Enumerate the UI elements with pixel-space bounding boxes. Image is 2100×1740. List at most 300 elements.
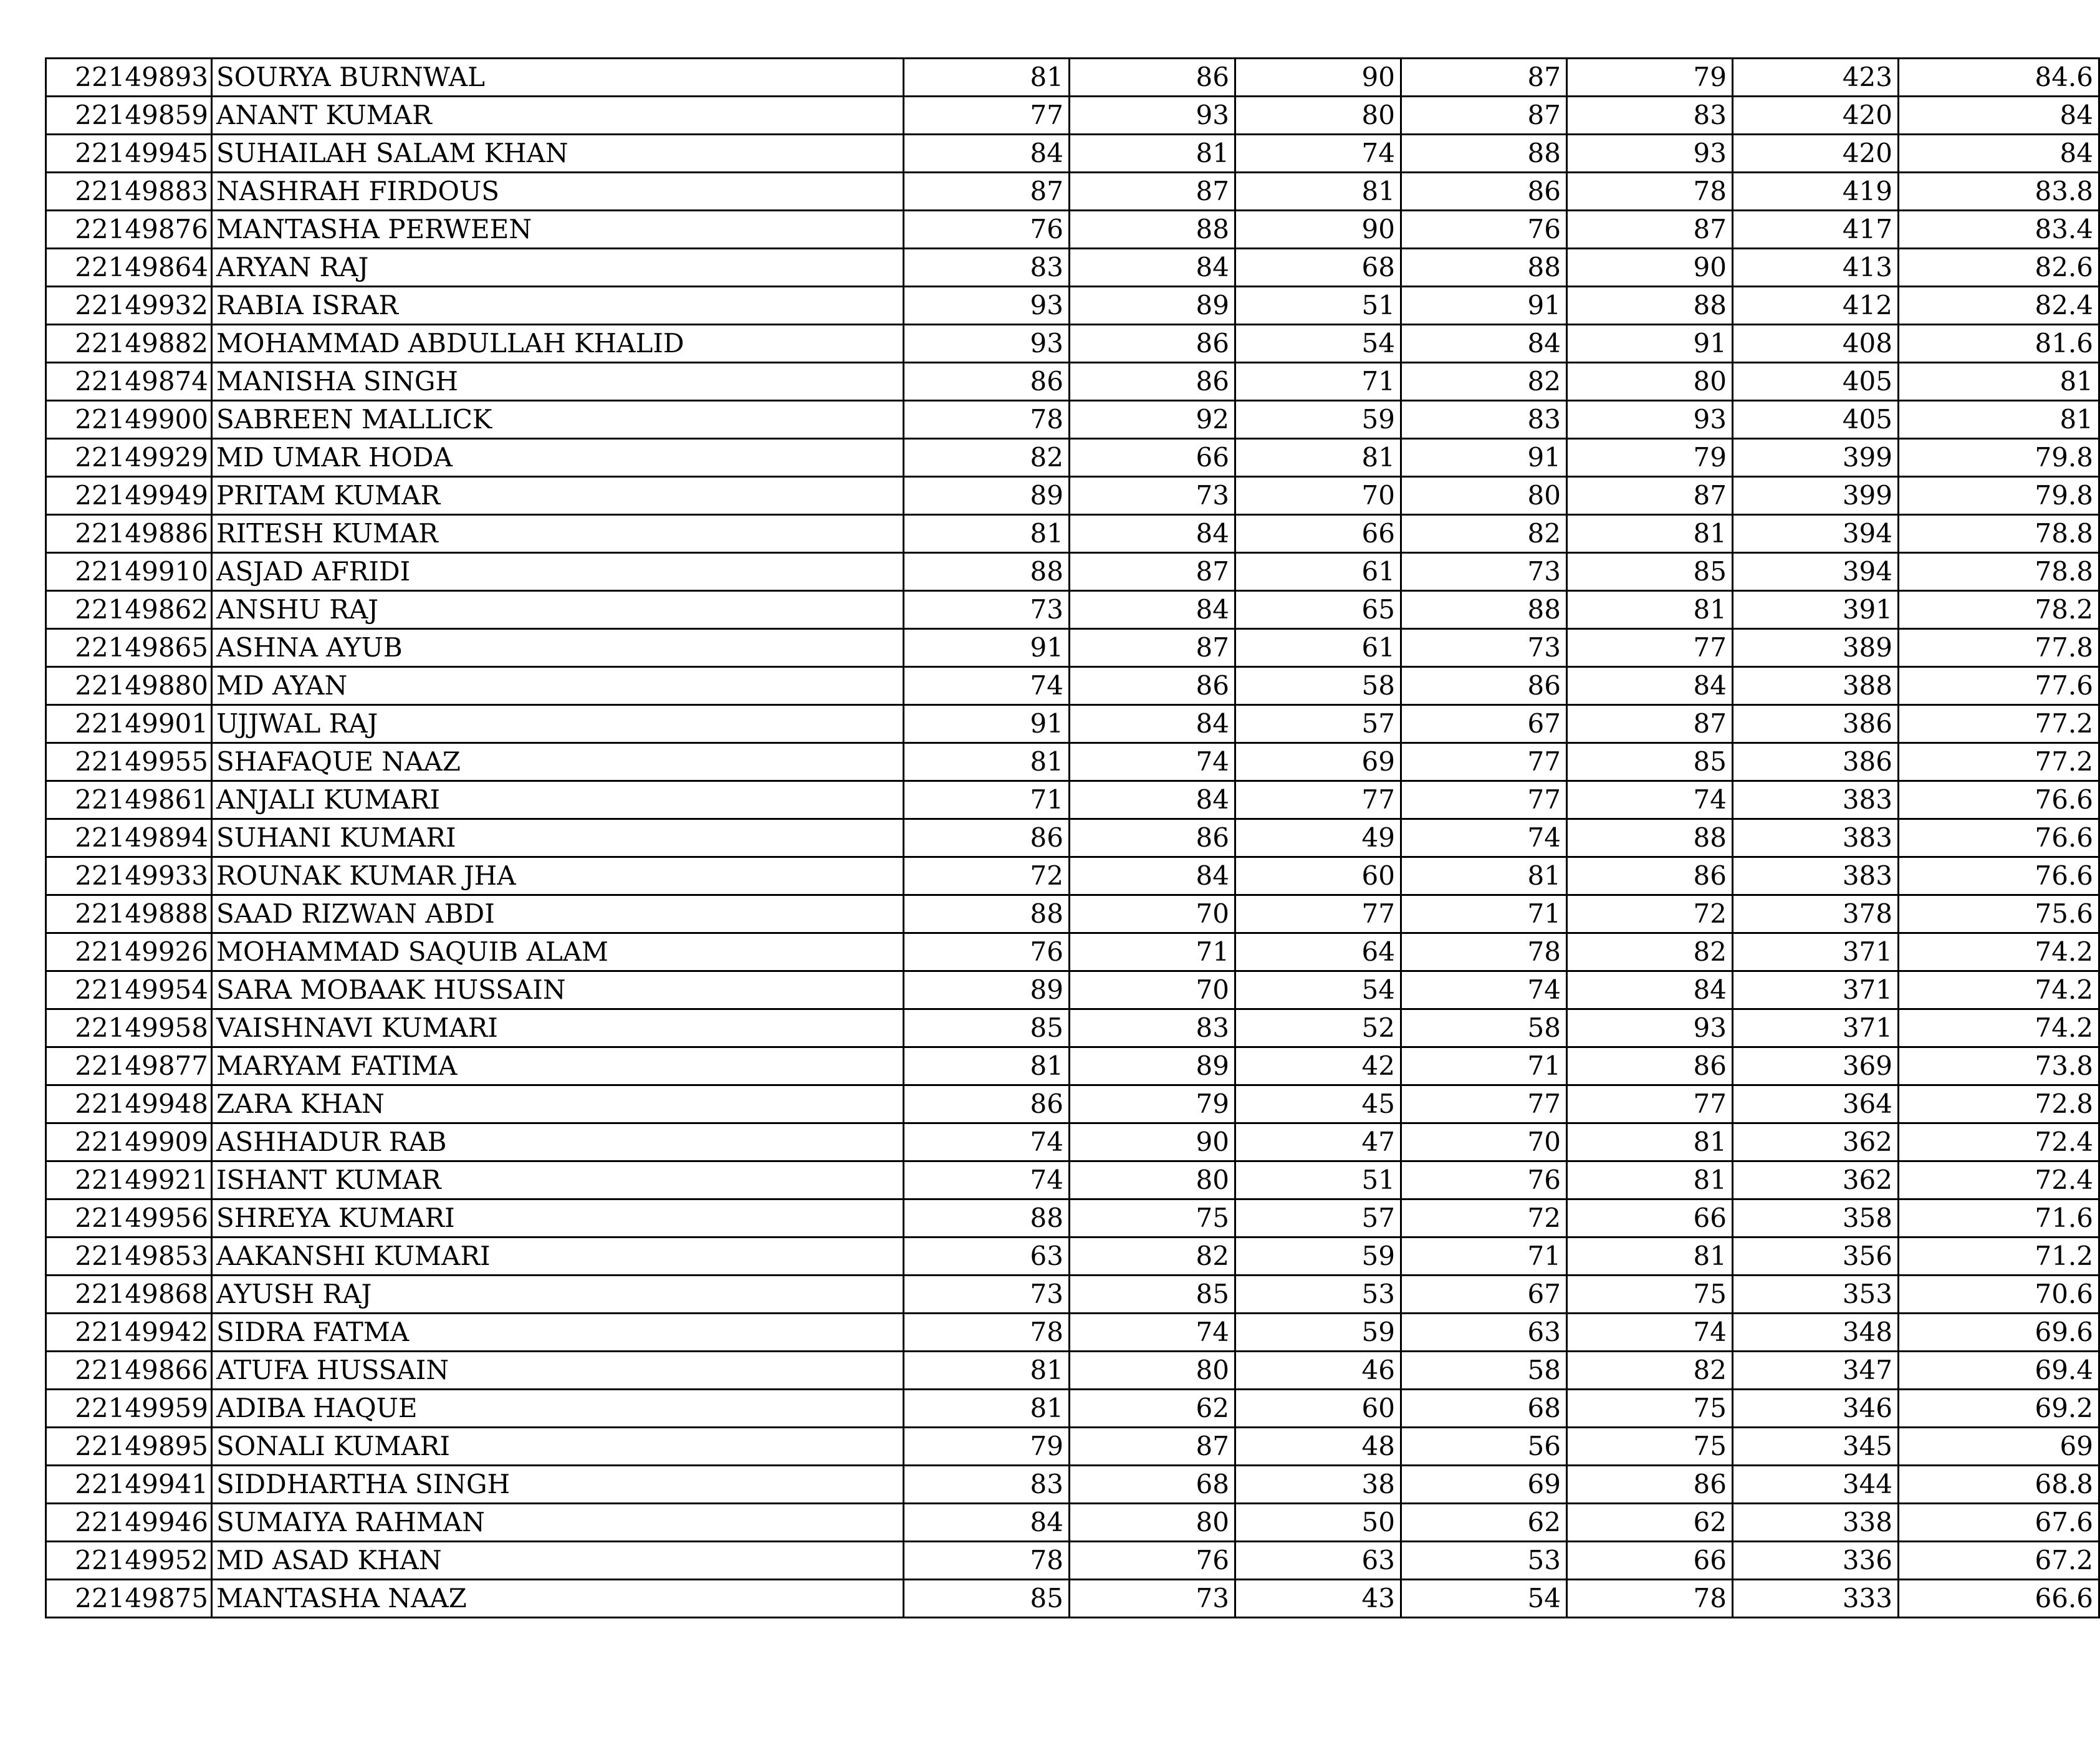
subject-1-marks-cell: 83 xyxy=(904,1466,1070,1504)
subject-4-marks-cell: 84 xyxy=(1401,325,1567,363)
subject-1-marks-cell: 73 xyxy=(904,591,1070,629)
table-row xyxy=(46,1314,2099,1352)
subject-3-marks-cell: 59 xyxy=(1235,1314,1401,1352)
subject-1-marks-cell: 82 xyxy=(904,439,1070,477)
student-name-cell: MOHAMMAD SAQUIB ALAM xyxy=(212,933,904,971)
percentage-cell: 82.6 xyxy=(1899,249,2099,287)
subject-4-marks-cell: 81 xyxy=(1401,857,1567,895)
student-name-cell: SIDRA FATMA xyxy=(212,1314,904,1352)
percentage-cell: 72.4 xyxy=(1899,1161,2099,1199)
subject-2-marks-cell: 84 xyxy=(1070,249,1235,287)
subject-2-marks-cell: 73 xyxy=(1070,1580,1235,1618)
subject-5-marks-cell: 81 xyxy=(1567,515,1733,553)
roll-number-cell: 22149959 xyxy=(46,1390,212,1428)
subject-3-marks-cell: 38 xyxy=(1235,1466,1401,1504)
subject-2-marks-cell: 82 xyxy=(1070,1238,1235,1276)
table-row xyxy=(46,1542,2099,1580)
percentage-cell: 78.2 xyxy=(1899,591,2099,629)
subject-3-marks-cell: 81 xyxy=(1235,173,1401,211)
percentage-cell: 77.8 xyxy=(1899,629,2099,667)
subject-5-marks-cell: 84 xyxy=(1567,971,1733,1009)
total-marks-cell: 356 xyxy=(1733,1238,1899,1276)
percentage-cell: 76.6 xyxy=(1899,781,2099,819)
roll-number-cell: 22149952 xyxy=(46,1542,212,1580)
results-body xyxy=(46,59,2099,1618)
student-name-cell: AAKANSHI KUMARI xyxy=(212,1238,904,1276)
student-name-cell: MANISHA SINGH xyxy=(212,363,904,401)
roll-number-cell: 22149894 xyxy=(46,819,212,857)
total-marks-cell: 420 xyxy=(1733,97,1899,135)
subject-3-marks-cell: 60 xyxy=(1235,1390,1401,1428)
student-name-cell: SONALI KUMARI xyxy=(212,1428,904,1466)
roll-number-cell: 22149877 xyxy=(46,1047,212,1085)
subject-3-marks-cell: 60 xyxy=(1235,857,1401,895)
subject-3-marks-cell: 57 xyxy=(1235,1199,1401,1238)
student-name-cell: SOURYA BURNWAL xyxy=(212,59,904,97)
student-name-cell: VAISHNAVI KUMARI xyxy=(212,1009,904,1047)
student-name-cell: UJJWAL RAJ xyxy=(212,705,904,743)
student-name-cell: PRITAM KUMAR xyxy=(212,477,904,515)
subject-2-marks-cell: 92 xyxy=(1070,401,1235,439)
subject-3-marks-cell: 77 xyxy=(1235,781,1401,819)
student-name-cell: ASJAD AFRIDI xyxy=(212,553,904,591)
subject-5-marks-cell: 85 xyxy=(1567,553,1733,591)
subject-4-marks-cell: 88 xyxy=(1401,135,1567,173)
subject-3-marks-cell: 77 xyxy=(1235,895,1401,933)
subject-5-marks-cell: 87 xyxy=(1567,211,1733,249)
student-name-cell: SUHANI KUMARI xyxy=(212,819,904,857)
percentage-cell: 78.8 xyxy=(1899,515,2099,553)
subject-4-marks-cell: 86 xyxy=(1401,667,1567,705)
subject-5-marks-cell: 75 xyxy=(1567,1390,1733,1428)
subject-4-marks-cell: 74 xyxy=(1401,819,1567,857)
table-row xyxy=(46,1580,2099,1618)
total-marks-cell: 333 xyxy=(1733,1580,1899,1618)
student-name-cell: ASHHADUR RAB xyxy=(212,1123,904,1161)
subject-1-marks-cell: 76 xyxy=(904,933,1070,971)
student-name-cell: ARYAN RAJ xyxy=(212,249,904,287)
subject-2-marks-cell: 87 xyxy=(1070,553,1235,591)
subject-1-marks-cell: 74 xyxy=(904,667,1070,705)
table-row xyxy=(46,439,2099,477)
table-row xyxy=(46,477,2099,515)
subject-3-marks-cell: 47 xyxy=(1235,1123,1401,1161)
subject-2-marks-cell: 84 xyxy=(1070,515,1235,553)
subject-3-marks-cell: 45 xyxy=(1235,1085,1401,1123)
subject-3-marks-cell: 74 xyxy=(1235,135,1401,173)
subject-1-marks-cell: 73 xyxy=(904,1276,1070,1314)
subject-2-marks-cell: 81 xyxy=(1070,135,1235,173)
percentage-cell: 79.8 xyxy=(1899,439,2099,477)
roll-number-cell: 22149866 xyxy=(46,1352,212,1390)
table-row xyxy=(46,1466,2099,1504)
student-name-cell: SUHAILAH SALAM KHAN xyxy=(212,135,904,173)
subject-2-marks-cell: 79 xyxy=(1070,1085,1235,1123)
roll-number-cell: 22149868 xyxy=(46,1276,212,1314)
student-name-cell: SARA MOBAAK HUSSAIN xyxy=(212,971,904,1009)
roll-number-cell: 22149861 xyxy=(46,781,212,819)
subject-3-marks-cell: 71 xyxy=(1235,363,1401,401)
roll-number-cell: 22149948 xyxy=(46,1085,212,1123)
percentage-cell: 77.2 xyxy=(1899,705,2099,743)
table-row xyxy=(46,1009,2099,1047)
subject-1-marks-cell: 93 xyxy=(904,287,1070,325)
total-marks-cell: 420 xyxy=(1733,135,1899,173)
percentage-cell: 84 xyxy=(1899,135,2099,173)
percentage-cell: 75.6 xyxy=(1899,895,2099,933)
student-name-cell: MANTASHA PERWEEN xyxy=(212,211,904,249)
total-marks-cell: 362 xyxy=(1733,1161,1899,1199)
subject-3-marks-cell: 66 xyxy=(1235,515,1401,553)
subject-5-marks-cell: 90 xyxy=(1567,249,1733,287)
roll-number-cell: 22149874 xyxy=(46,363,212,401)
student-name-cell: NASHRAH FIRDOUS xyxy=(212,173,904,211)
subject-5-marks-cell: 87 xyxy=(1567,477,1733,515)
subject-2-marks-cell: 86 xyxy=(1070,819,1235,857)
subject-3-marks-cell: 57 xyxy=(1235,705,1401,743)
subject-3-marks-cell: 50 xyxy=(1235,1504,1401,1542)
total-marks-cell: 413 xyxy=(1733,249,1899,287)
subject-2-marks-cell: 68 xyxy=(1070,1466,1235,1504)
roll-number-cell: 22149893 xyxy=(46,59,212,97)
subject-5-marks-cell: 66 xyxy=(1567,1199,1733,1238)
subject-2-marks-cell: 87 xyxy=(1070,629,1235,667)
total-marks-cell: 386 xyxy=(1733,705,1899,743)
table-row xyxy=(46,1123,2099,1161)
subject-2-marks-cell: 73 xyxy=(1070,477,1235,515)
subject-5-marks-cell: 77 xyxy=(1567,629,1733,667)
total-marks-cell: 353 xyxy=(1733,1276,1899,1314)
student-name-cell: MD UMAR HODA xyxy=(212,439,904,477)
subject-3-marks-cell: 59 xyxy=(1235,401,1401,439)
student-name-cell: SUMAIYA RAHMAN xyxy=(212,1504,904,1542)
subject-3-marks-cell: 51 xyxy=(1235,1161,1401,1199)
percentage-cell: 84 xyxy=(1899,97,2099,135)
subject-3-marks-cell: 48 xyxy=(1235,1428,1401,1466)
subject-1-marks-cell: 63 xyxy=(904,1238,1070,1276)
roll-number-cell: 22149853 xyxy=(46,1238,212,1276)
subject-4-marks-cell: 70 xyxy=(1401,1123,1567,1161)
subject-2-marks-cell: 84 xyxy=(1070,857,1235,895)
subject-5-marks-cell: 86 xyxy=(1567,857,1733,895)
subject-4-marks-cell: 80 xyxy=(1401,477,1567,515)
roll-number-cell: 22149901 xyxy=(46,705,212,743)
table-row xyxy=(46,1352,2099,1390)
roll-number-cell: 22149880 xyxy=(46,667,212,705)
subject-2-marks-cell: 76 xyxy=(1070,1542,1235,1580)
subject-4-marks-cell: 76 xyxy=(1401,211,1567,249)
table-row xyxy=(46,591,2099,629)
subject-1-marks-cell: 79 xyxy=(904,1428,1070,1466)
subject-3-marks-cell: 80 xyxy=(1235,97,1401,135)
table-row xyxy=(46,59,2099,97)
roll-number-cell: 22149954 xyxy=(46,971,212,1009)
subject-3-marks-cell: 43 xyxy=(1235,1580,1401,1618)
percentage-cell: 81.6 xyxy=(1899,325,2099,363)
student-name-cell: AYUSH RAJ xyxy=(212,1276,904,1314)
subject-1-marks-cell: 81 xyxy=(904,1047,1070,1085)
total-marks-cell: 417 xyxy=(1733,211,1899,249)
total-marks-cell: 405 xyxy=(1733,363,1899,401)
roll-number-cell: 22149886 xyxy=(46,515,212,553)
subject-1-marks-cell: 84 xyxy=(904,135,1070,173)
subject-2-marks-cell: 86 xyxy=(1070,59,1235,97)
total-marks-cell: 419 xyxy=(1733,173,1899,211)
percentage-cell: 72.4 xyxy=(1899,1123,2099,1161)
roll-number-cell: 22149926 xyxy=(46,933,212,971)
roll-number-cell: 22149956 xyxy=(46,1199,212,1238)
subject-1-marks-cell: 81 xyxy=(904,515,1070,553)
subject-4-marks-cell: 58 xyxy=(1401,1352,1567,1390)
student-name-cell: ANSHU RAJ xyxy=(212,591,904,629)
roll-number-cell: 22149883 xyxy=(46,173,212,211)
percentage-cell: 78.8 xyxy=(1899,553,2099,591)
total-marks-cell: 371 xyxy=(1733,1009,1899,1047)
percentage-cell: 74.2 xyxy=(1899,933,2099,971)
roll-number-cell: 22149882 xyxy=(46,325,212,363)
total-marks-cell: 378 xyxy=(1733,895,1899,933)
roll-number-cell: 22149958 xyxy=(46,1009,212,1047)
subject-1-marks-cell: 88 xyxy=(904,1199,1070,1238)
subject-5-marks-cell: 74 xyxy=(1567,1314,1733,1352)
subject-5-marks-cell: 81 xyxy=(1567,591,1733,629)
percentage-cell: 68.8 xyxy=(1899,1466,2099,1504)
subject-2-marks-cell: 86 xyxy=(1070,325,1235,363)
subject-1-marks-cell: 81 xyxy=(904,1390,1070,1428)
percentage-cell: 77.2 xyxy=(1899,743,2099,781)
student-name-cell: SHAFAQUE NAAZ xyxy=(212,743,904,781)
table-row xyxy=(46,97,2099,135)
subject-5-marks-cell: 81 xyxy=(1567,1161,1733,1199)
subject-3-marks-cell: 68 xyxy=(1235,249,1401,287)
subject-5-marks-cell: 85 xyxy=(1567,743,1733,781)
percentage-cell: 66.6 xyxy=(1899,1580,2099,1618)
student-name-cell: MOHAMMAD ABDULLAH KHALID xyxy=(212,325,904,363)
subject-5-marks-cell: 93 xyxy=(1567,1009,1733,1047)
subject-5-marks-cell: 93 xyxy=(1567,401,1733,439)
table-row xyxy=(46,363,2099,401)
subject-5-marks-cell: 79 xyxy=(1567,439,1733,477)
total-marks-cell: 358 xyxy=(1733,1199,1899,1238)
subject-4-marks-cell: 74 xyxy=(1401,971,1567,1009)
subject-4-marks-cell: 58 xyxy=(1401,1009,1567,1047)
table-row xyxy=(46,1047,2099,1085)
percentage-cell: 69.6 xyxy=(1899,1314,2099,1352)
results-table xyxy=(45,57,2100,1618)
table-row xyxy=(46,705,2099,743)
subject-1-marks-cell: 88 xyxy=(904,553,1070,591)
subject-4-marks-cell: 73 xyxy=(1401,553,1567,591)
percentage-cell: 72.8 xyxy=(1899,1085,2099,1123)
table-row xyxy=(46,629,2099,667)
roll-number-cell: 22149941 xyxy=(46,1466,212,1504)
percentage-cell: 69 xyxy=(1899,1428,2099,1466)
roll-number-cell: 22149859 xyxy=(46,97,212,135)
percentage-cell: 67.6 xyxy=(1899,1504,2099,1542)
subject-1-marks-cell: 78 xyxy=(904,401,1070,439)
table-row xyxy=(46,895,2099,933)
subject-5-marks-cell: 82 xyxy=(1567,933,1733,971)
roll-number-cell: 22149942 xyxy=(46,1314,212,1352)
percentage-cell: 71.6 xyxy=(1899,1199,2099,1238)
student-name-cell: MANTASHA NAAZ xyxy=(212,1580,904,1618)
table-row xyxy=(46,325,2099,363)
subject-3-marks-cell: 58 xyxy=(1235,667,1401,705)
subject-3-marks-cell: 59 xyxy=(1235,1238,1401,1276)
total-marks-cell: 371 xyxy=(1733,971,1899,1009)
table-row xyxy=(46,287,2099,325)
student-name-cell: ANJALI KUMARI xyxy=(212,781,904,819)
subject-1-marks-cell: 87 xyxy=(904,173,1070,211)
subject-4-marks-cell: 63 xyxy=(1401,1314,1567,1352)
table-row xyxy=(46,173,2099,211)
percentage-cell: 74.2 xyxy=(1899,971,2099,1009)
total-marks-cell: 345 xyxy=(1733,1428,1899,1466)
subject-5-marks-cell: 79 xyxy=(1567,59,1733,97)
table-row xyxy=(46,1085,2099,1123)
total-marks-cell: 383 xyxy=(1733,857,1899,895)
student-name-cell: RABIA ISRAR xyxy=(212,287,904,325)
roll-number-cell: 22149864 xyxy=(46,249,212,287)
percentage-cell: 73.8 xyxy=(1899,1047,2099,1085)
subject-1-marks-cell: 76 xyxy=(904,211,1070,249)
roll-number-cell: 22149909 xyxy=(46,1123,212,1161)
subject-4-marks-cell: 88 xyxy=(1401,249,1567,287)
subject-1-marks-cell: 88 xyxy=(904,895,1070,933)
student-name-cell: SIDDHARTHA SINGH xyxy=(212,1466,904,1504)
subject-5-marks-cell: 74 xyxy=(1567,781,1733,819)
subject-5-marks-cell: 86 xyxy=(1567,1466,1733,1504)
subject-1-marks-cell: 89 xyxy=(904,477,1070,515)
subject-4-marks-cell: 88 xyxy=(1401,591,1567,629)
subject-2-marks-cell: 87 xyxy=(1070,173,1235,211)
table-row xyxy=(46,1276,2099,1314)
subject-2-marks-cell: 85 xyxy=(1070,1276,1235,1314)
subject-5-marks-cell: 75 xyxy=(1567,1428,1733,1466)
table-row xyxy=(46,135,2099,173)
table-row xyxy=(46,667,2099,705)
subject-2-marks-cell: 89 xyxy=(1070,287,1235,325)
total-marks-cell: 423 xyxy=(1733,59,1899,97)
roll-number-cell: 22149900 xyxy=(46,401,212,439)
subject-1-marks-cell: 85 xyxy=(904,1009,1070,1047)
student-name-cell: SAAD RIZWAN ABDI xyxy=(212,895,904,933)
subject-2-marks-cell: 87 xyxy=(1070,1428,1235,1466)
student-name-cell: ATUFA HUSSAIN xyxy=(212,1352,904,1390)
subject-4-marks-cell: 72 xyxy=(1401,1199,1567,1238)
subject-3-marks-cell: 54 xyxy=(1235,971,1401,1009)
subject-5-marks-cell: 84 xyxy=(1567,667,1733,705)
table-row xyxy=(46,553,2099,591)
roll-number-cell: 22149888 xyxy=(46,895,212,933)
subject-1-marks-cell: 83 xyxy=(904,249,1070,287)
total-marks-cell: 405 xyxy=(1733,401,1899,439)
subject-4-marks-cell: 82 xyxy=(1401,363,1567,401)
subject-2-marks-cell: 70 xyxy=(1070,971,1235,1009)
subject-2-marks-cell: 86 xyxy=(1070,363,1235,401)
table-row xyxy=(46,971,2099,1009)
subject-4-marks-cell: 76 xyxy=(1401,1161,1567,1199)
total-marks-cell: 364 xyxy=(1733,1085,1899,1123)
percentage-cell: 71.2 xyxy=(1899,1238,2099,1276)
subject-5-marks-cell: 77 xyxy=(1567,1085,1733,1123)
subject-2-marks-cell: 80 xyxy=(1070,1504,1235,1542)
subject-4-marks-cell: 78 xyxy=(1401,933,1567,971)
percentage-cell: 76.6 xyxy=(1899,857,2099,895)
roll-number-cell: 22149946 xyxy=(46,1504,212,1542)
subject-1-marks-cell: 86 xyxy=(904,819,1070,857)
student-name-cell: SHREYA KUMARI xyxy=(212,1199,904,1238)
total-marks-cell: 412 xyxy=(1733,287,1899,325)
subject-3-marks-cell: 46 xyxy=(1235,1352,1401,1390)
roll-number-cell: 22149862 xyxy=(46,591,212,629)
subject-4-marks-cell: 56 xyxy=(1401,1428,1567,1466)
subject-3-marks-cell: 49 xyxy=(1235,819,1401,857)
subject-1-marks-cell: 86 xyxy=(904,363,1070,401)
subject-3-marks-cell: 61 xyxy=(1235,629,1401,667)
subject-3-marks-cell: 81 xyxy=(1235,439,1401,477)
table-row xyxy=(46,211,2099,249)
subject-5-marks-cell: 78 xyxy=(1567,1580,1733,1618)
subject-3-marks-cell: 65 xyxy=(1235,591,1401,629)
subject-4-marks-cell: 91 xyxy=(1401,439,1567,477)
subject-5-marks-cell: 78 xyxy=(1567,173,1733,211)
subject-5-marks-cell: 80 xyxy=(1567,363,1733,401)
student-name-cell: RITESH KUMAR xyxy=(212,515,904,553)
subject-1-marks-cell: 74 xyxy=(904,1123,1070,1161)
subject-5-marks-cell: 82 xyxy=(1567,1352,1733,1390)
subject-4-marks-cell: 87 xyxy=(1401,59,1567,97)
subject-2-marks-cell: 89 xyxy=(1070,1047,1235,1085)
subject-2-marks-cell: 84 xyxy=(1070,705,1235,743)
subject-5-marks-cell: 91 xyxy=(1567,325,1733,363)
subject-2-marks-cell: 84 xyxy=(1070,591,1235,629)
subject-3-marks-cell: 64 xyxy=(1235,933,1401,971)
subject-3-marks-cell: 42 xyxy=(1235,1047,1401,1085)
percentage-cell: 82.4 xyxy=(1899,287,2099,325)
subject-5-marks-cell: 75 xyxy=(1567,1276,1733,1314)
student-name-cell: ASHNA AYUB xyxy=(212,629,904,667)
subject-3-marks-cell: 90 xyxy=(1235,59,1401,97)
table-row xyxy=(46,401,2099,439)
student-name-cell: ANANT KUMAR xyxy=(212,97,904,135)
table-row xyxy=(46,1161,2099,1199)
student-name-cell: SABREEN MALLICK xyxy=(212,401,904,439)
percentage-cell: 67.2 xyxy=(1899,1542,2099,1580)
roll-number-cell: 22149910 xyxy=(46,553,212,591)
table-row xyxy=(46,515,2099,553)
subject-4-marks-cell: 73 xyxy=(1401,629,1567,667)
subject-3-marks-cell: 70 xyxy=(1235,477,1401,515)
percentage-cell: 79.8 xyxy=(1899,477,2099,515)
subject-1-marks-cell: 84 xyxy=(904,1504,1070,1542)
subject-4-marks-cell: 83 xyxy=(1401,401,1567,439)
subject-4-marks-cell: 87 xyxy=(1401,97,1567,135)
subject-2-marks-cell: 93 xyxy=(1070,97,1235,135)
table-row xyxy=(46,1428,2099,1466)
subject-1-marks-cell: 72 xyxy=(904,857,1070,895)
roll-number-cell: 22149945 xyxy=(46,135,212,173)
subject-2-marks-cell: 66 xyxy=(1070,439,1235,477)
subject-2-marks-cell: 75 xyxy=(1070,1199,1235,1238)
total-marks-cell: 394 xyxy=(1733,515,1899,553)
table-row xyxy=(46,1238,2099,1276)
roll-number-cell: 22149949 xyxy=(46,477,212,515)
subject-4-marks-cell: 54 xyxy=(1401,1580,1567,1618)
subject-5-marks-cell: 62 xyxy=(1567,1504,1733,1542)
subject-4-marks-cell: 86 xyxy=(1401,173,1567,211)
subject-2-marks-cell: 86 xyxy=(1070,667,1235,705)
